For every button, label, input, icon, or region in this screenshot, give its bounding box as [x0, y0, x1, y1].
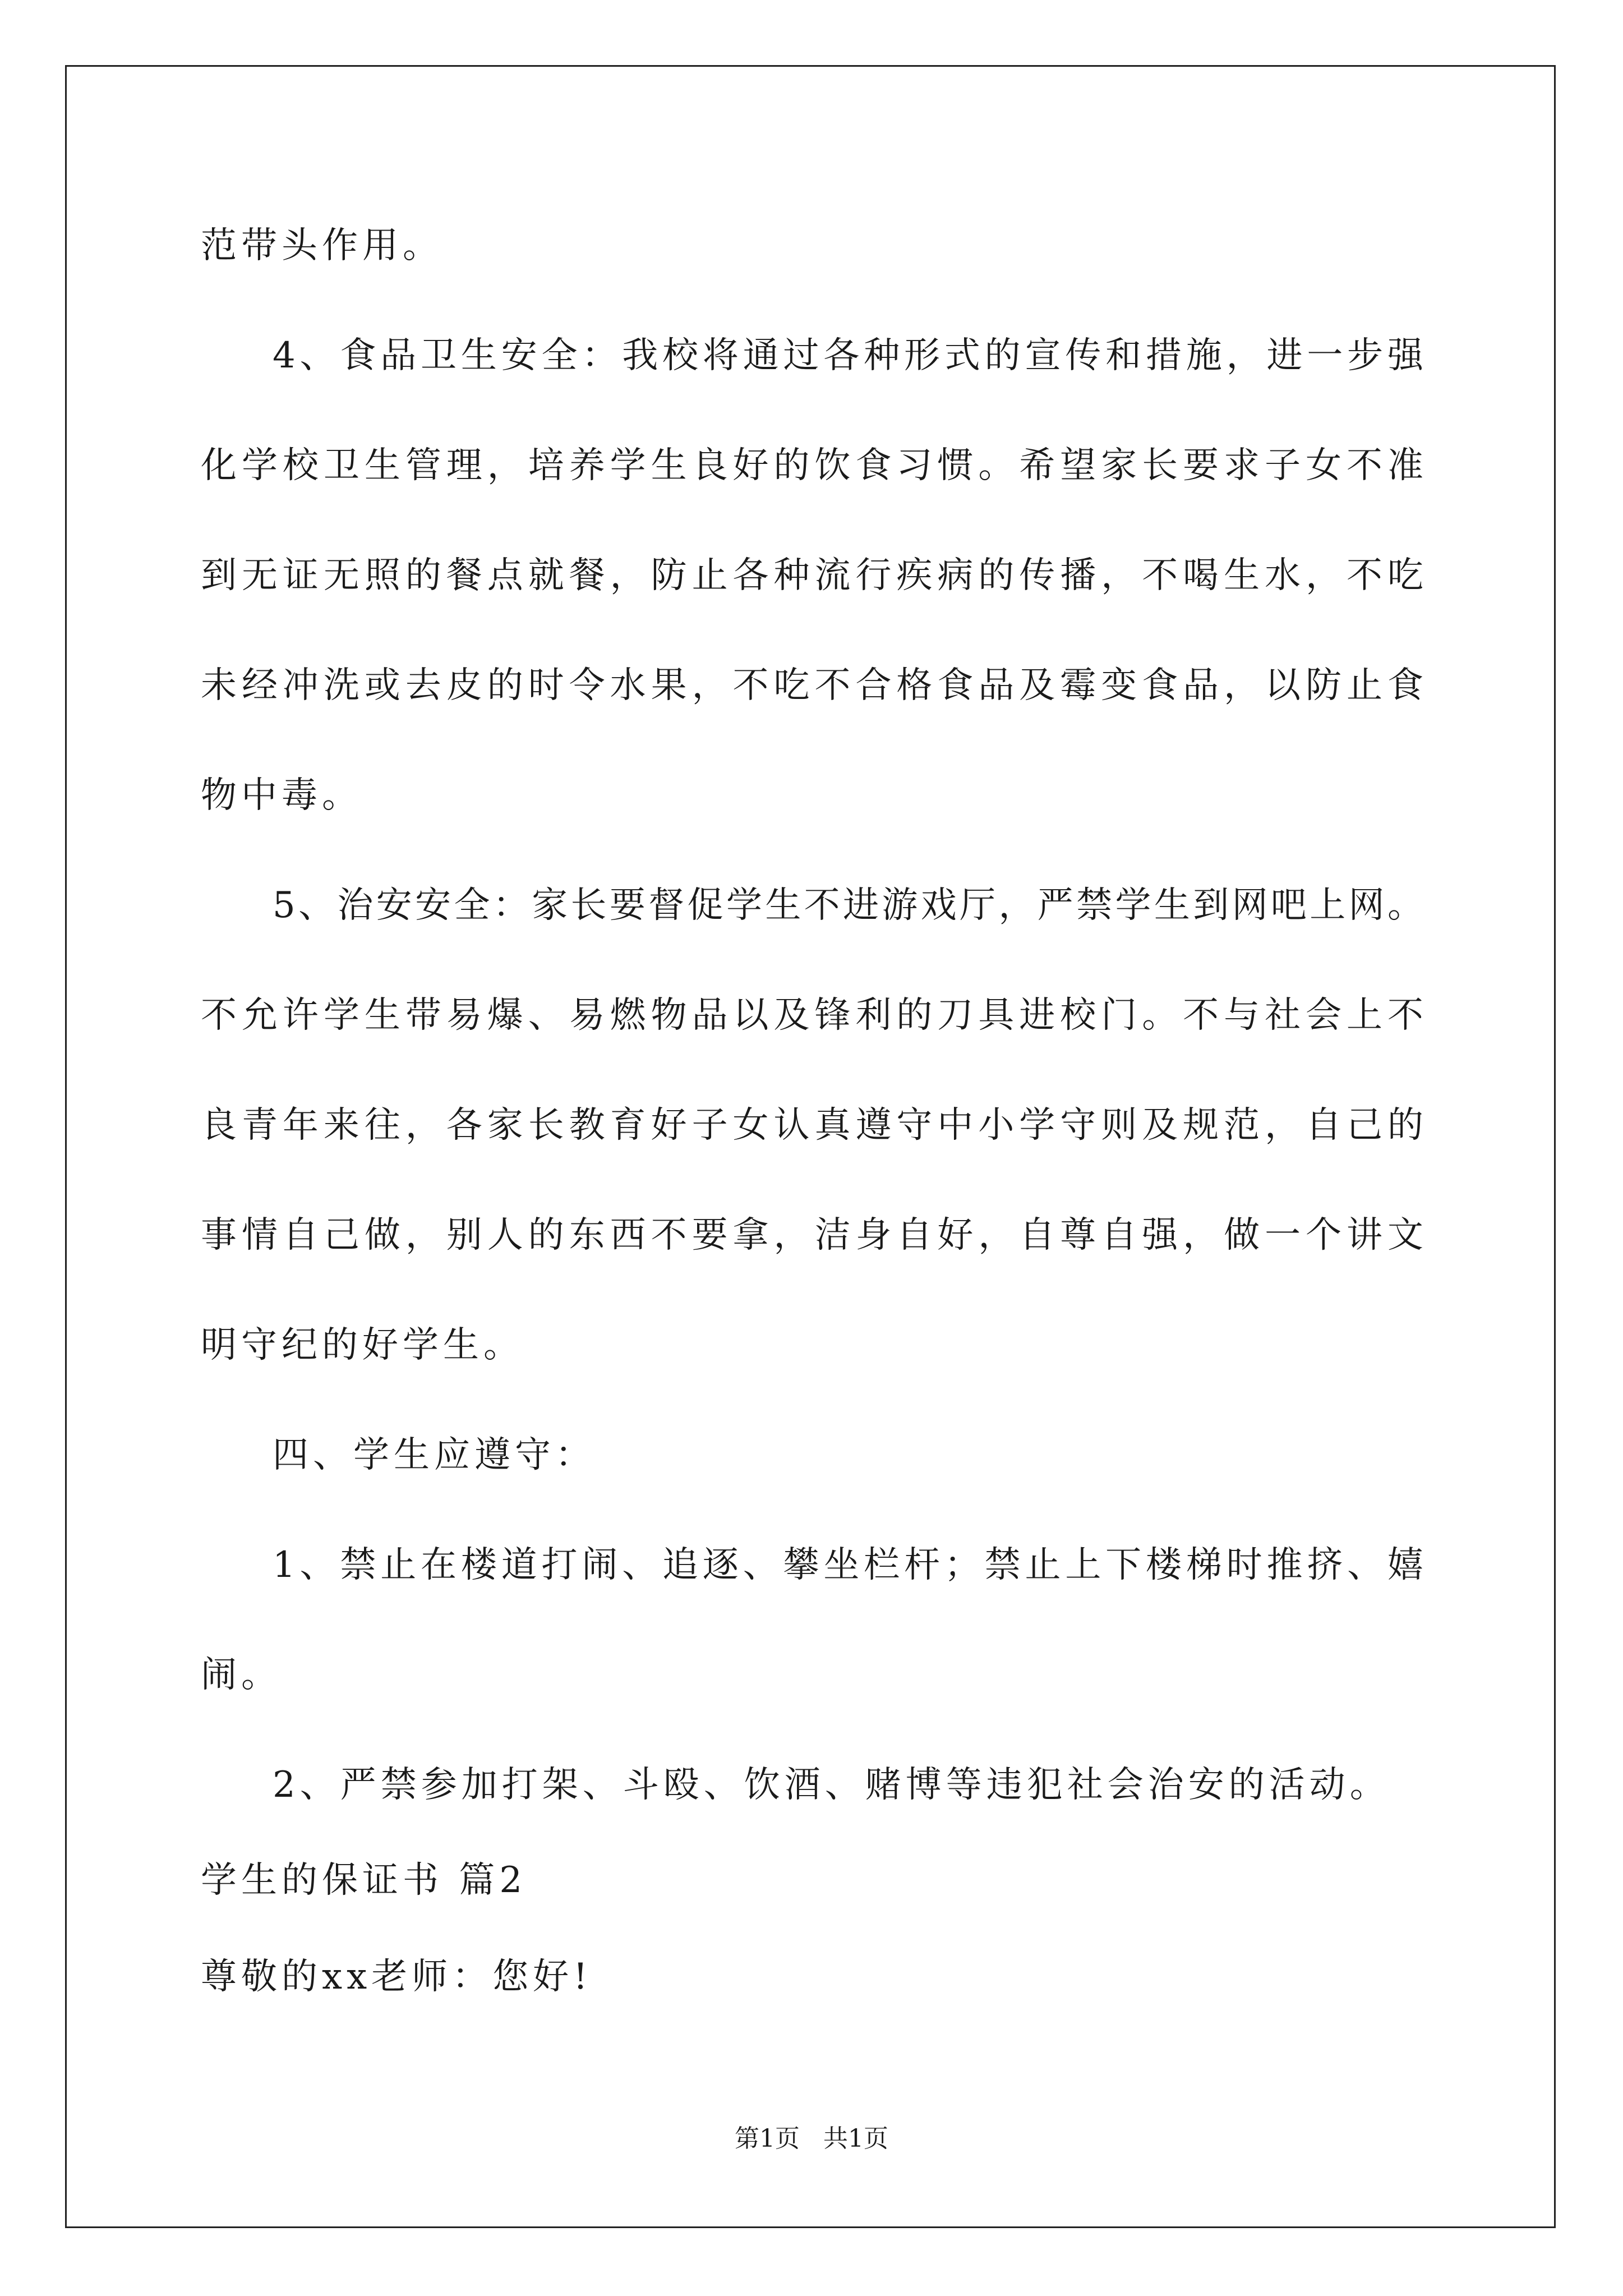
paragraph-line: 2、严禁参加打架、斗殴、饮酒、赌博等违犯社会治安的活动。 [273, 1764, 1390, 1806]
paragraph-line: 闹。 [201, 1654, 282, 1696]
page-number-footer: 第1页 共1页 [735, 2124, 888, 2153]
paragraph-line: 不允许学生带易爆、易燃物品以及锋利的刀具进校门。不与社会上不 [201, 995, 1423, 1036]
section-heading: 四、学生应遵守： [273, 1434, 596, 1476]
paragraph-line: 明守纪的好学生。 [201, 1324, 524, 1366]
greeting-line: 尊敬的xx老师：您好! [201, 1956, 592, 1998]
paragraph-line: 化学校卫生管理，培养学生良好的饮食习惯。希望家长要求子女不准 [201, 445, 1423, 486]
paragraph-line: 范带头作用。 [201, 225, 443, 266]
paragraph-line: 良青年来往，各家长教育好子女认真遵守中小学守则及规范，自己的 [201, 1105, 1423, 1146]
paragraph-line: 未经冲洗或去皮的时令水果，不吃不合格食品及霉变食品，以防止食 [201, 665, 1423, 706]
paragraph-line: 1、禁止在楼道打闹、追逐、攀坐栏杆；禁止上下楼梯时推挤、嬉 [273, 1544, 1423, 1586]
document-title: 学生的保证书 篇2 [201, 1860, 527, 1901]
paragraph-line: 5、治安安全：家长要督促学生不进游戏厅，严禁学生到网吧上网。 [273, 885, 1423, 926]
paragraph-line: 事情自己做，别人的东西不要拿，洁身自好，自尊自强，做一个讲文 [201, 1214, 1423, 1256]
paragraph-line: 到无证无照的餐点就餐，防止各种流行疾病的传播，不喝生水，不吃 [201, 555, 1423, 596]
paragraph-line: 4、食品卫生安全：我校将通过各种形式的宣传和措施，进一步强 [273, 335, 1423, 376]
paragraph-line: 物中毒。 [201, 775, 362, 816]
